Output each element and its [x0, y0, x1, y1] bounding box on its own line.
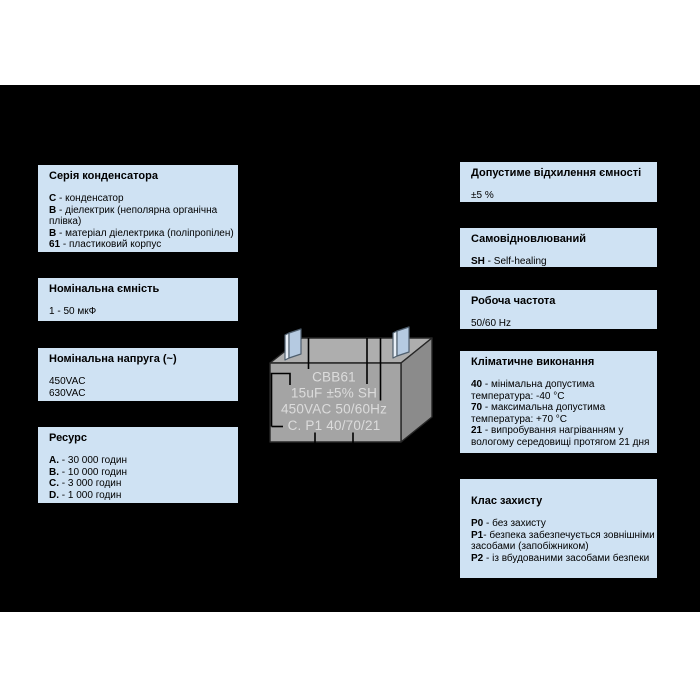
line-text: - 30 000 годин: [59, 455, 127, 466]
info-line: [471, 190, 646, 202]
info-box-self-healing: [459, 227, 658, 268]
info-box-body: [471, 190, 646, 202]
info-box-series: [37, 164, 239, 253]
line-text: плівка): [49, 216, 82, 227]
terminal-right-face: [397, 327, 409, 356]
line-key: B.: [49, 466, 59, 478]
terminal-left: [285, 329, 301, 360]
info-line: [49, 490, 227, 502]
line-text: - 10 000 годин: [59, 466, 127, 478]
info-line: [471, 379, 646, 391]
info-line: [49, 227, 234, 240]
info-box-title: Ресурс: [49, 432, 87, 444]
info-line: [49, 239, 227, 251]
info-box-body: [49, 376, 227, 399]
info-line: [49, 376, 227, 388]
line-text: - Self-healing: [484, 256, 547, 267]
info-box-body: [49, 306, 227, 318]
line-key: 40: [471, 379, 483, 390]
info-box-capacitance: [37, 277, 239, 322]
info-box-body: [471, 379, 650, 448]
info-box-lifespan: [37, 426, 239, 504]
info-line: [471, 518, 646, 530]
line-text: ±5 %: [471, 190, 494, 201]
line-text: - матеріал діелектрика (поліпропілен): [56, 227, 234, 239]
info-box-body: [49, 455, 227, 501]
line-text: 1 - 50 мкФ: [49, 306, 97, 317]
line-text: 50/60 Hz: [471, 318, 512, 329]
line-text: - максимальна допустима: [482, 402, 606, 413]
line-key: SH: [471, 256, 485, 267]
info-line: [471, 436, 650, 449]
info-line: [49, 306, 227, 318]
info-box-body: [471, 318, 646, 330]
line-text: - випробування нагріванням у: [482, 425, 624, 436]
line-text: 450VAC: [49, 376, 86, 387]
info-line: [471, 256, 646, 268]
line-text: - пластиковий корпус: [60, 239, 162, 250]
info-box-voltage: [37, 347, 239, 402]
info-line: [49, 478, 227, 490]
info-line: [471, 391, 646, 403]
info-line: [471, 425, 646, 437]
line-text: - із вбудованими засобами безпеки: [483, 552, 650, 564]
capacitor-marking-class: C. P1 40/70/21: [287, 418, 381, 433]
line-key: B: [49, 227, 57, 239]
line-key: C.: [49, 478, 59, 489]
line-text: температура: +70 °C: [471, 413, 568, 425]
line-text: температура: -40 °C: [471, 390, 565, 402]
line-key: P2: [471, 552, 484, 564]
info-box-title: Номінальна напруга (~): [49, 353, 177, 365]
line-text: засобами (запобіжником): [471, 541, 589, 552]
line-key: B: [49, 204, 57, 216]
info-box-title: Клас захисту: [471, 495, 543, 507]
info-box-body: [49, 193, 234, 251]
info-box-title: Допустиме відхилення ємності: [471, 167, 642, 179]
line-text: - 3 000 годин: [59, 478, 122, 489]
line-key: P0: [471, 518, 484, 529]
line-key: A.: [49, 455, 59, 466]
line-key: 61: [49, 239, 61, 250]
line-key: 21: [471, 425, 483, 436]
line-text: 630VAC: [49, 387, 86, 399]
capacitor-marking-value: 15uF ±5% SH: [290, 385, 378, 401]
info-line: [49, 205, 227, 217]
info-box-title: Номінальна ємність: [49, 283, 160, 295]
info-box-body: [471, 256, 646, 268]
info-line: [471, 552, 650, 565]
line-key: C: [49, 193, 57, 204]
info-box-protection-class: [459, 478, 658, 579]
info-box-climate: [459, 350, 658, 454]
line-key: P1: [471, 529, 484, 541]
line-text: - конденсатор: [56, 193, 124, 204]
line-text: - діелектрик (неполярна органічна: [56, 204, 218, 216]
line-text: вологому середовищі протягом 21 дня: [471, 436, 650, 448]
info-line: [49, 193, 227, 205]
info-box-title: Робоча частота: [471, 295, 556, 307]
terminal-left-face: [289, 329, 301, 358]
info-line: [471, 318, 646, 330]
capacitor-marking-series: CBB61: [312, 369, 356, 385]
info-line: [49, 467, 227, 479]
line-text: - мінімальна допустима: [482, 379, 595, 390]
capacitor-marking-voltage: 450VAC 50/60Hz: [280, 401, 388, 417]
info-line: [49, 388, 227, 400]
info-box-frequency: [459, 289, 658, 330]
line-key: D.: [49, 489, 59, 501]
info-box-body: [471, 518, 655, 564]
info-line: [471, 529, 655, 542]
info-box-title: Серія конденсатора: [49, 170, 158, 182]
info-box-title: Кліматичне виконання: [471, 356, 595, 368]
terminal-right: [393, 327, 409, 358]
line-key: 70: [471, 402, 483, 413]
info-line: [49, 216, 227, 228]
info-box-title: Самовідновлюваний: [471, 233, 586, 245]
line-text: - безпека забезпечується зовнішніми: [483, 529, 655, 541]
info-line: [49, 455, 227, 467]
line-text: - без захисту: [483, 518, 546, 529]
info-box-tolerance: [459, 161, 658, 203]
info-line: [471, 402, 646, 414]
capacitor-illustration: [255, 318, 465, 450]
line-text: - 1 000 годин: [59, 489, 122, 501]
info-line: [471, 414, 646, 426]
info-line: [471, 541, 646, 553]
